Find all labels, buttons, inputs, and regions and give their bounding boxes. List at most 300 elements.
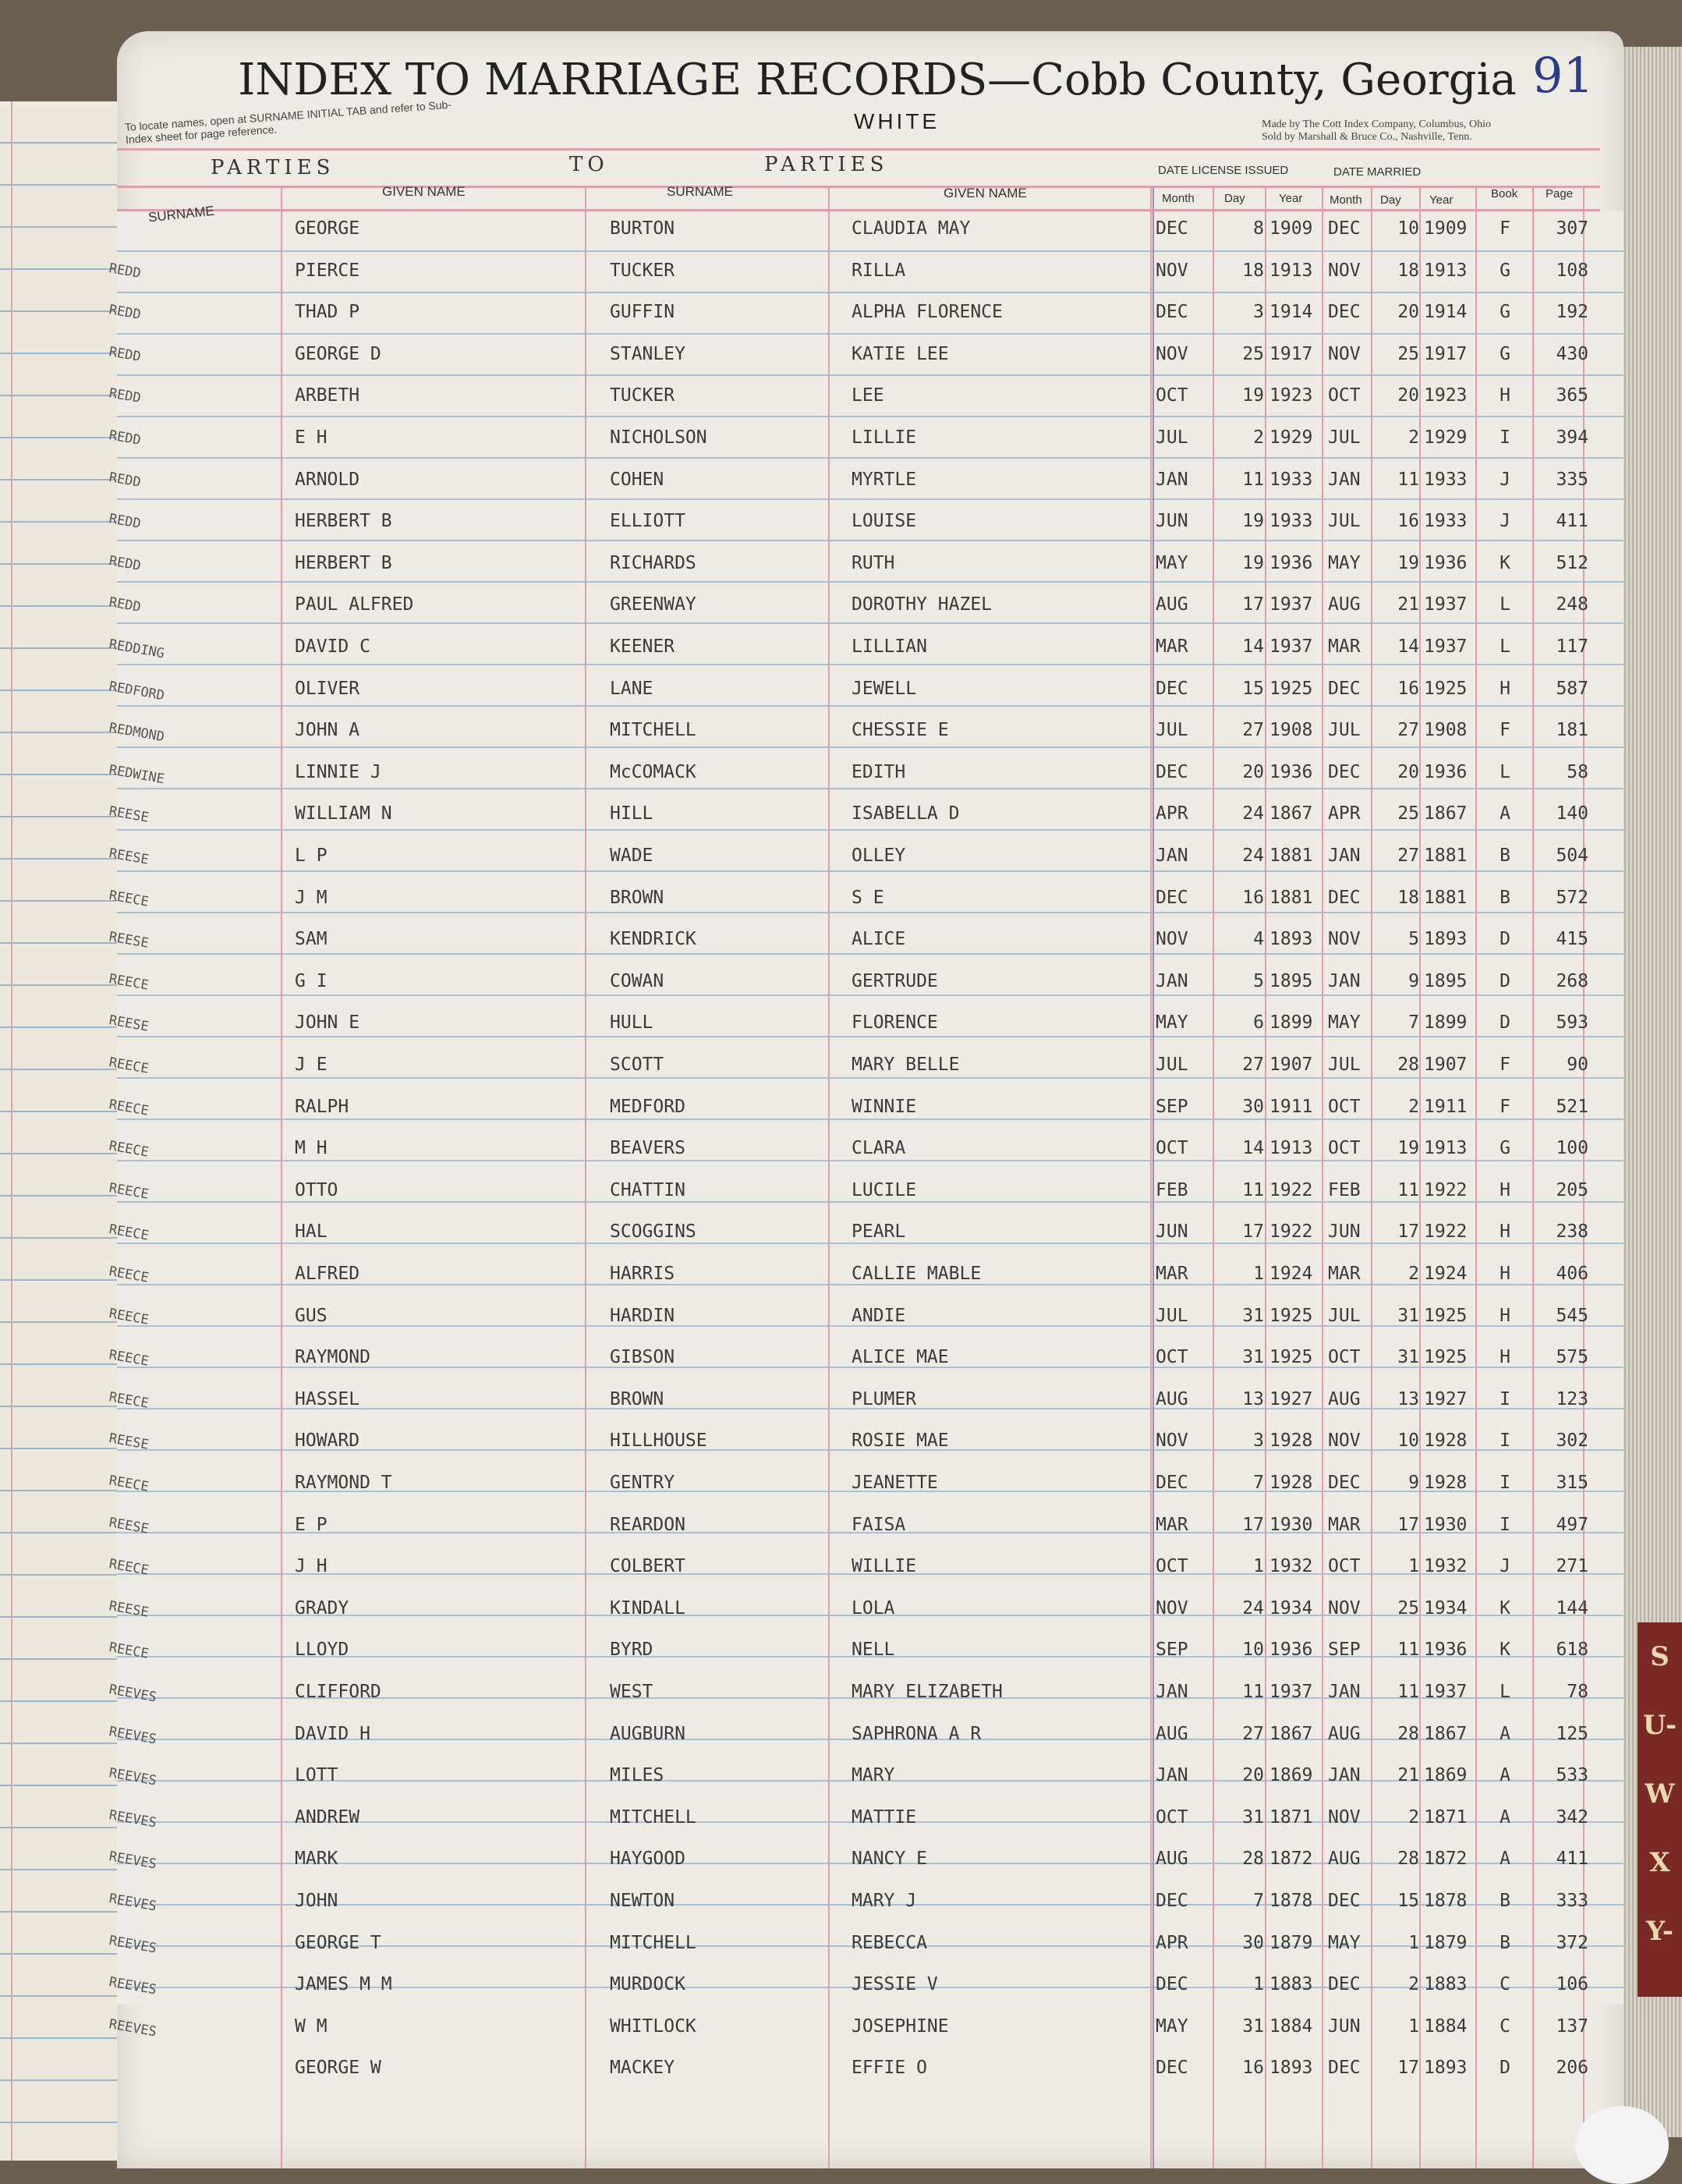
surname-cell: REDDING: [108, 636, 166, 662]
married-year-cell: 1934: [1424, 1597, 1468, 1618]
married-day-cell: 17: [1397, 2058, 1419, 2079]
record-row: [108, 630, 1622, 671]
married-month-cell: JAN: [1328, 469, 1361, 490]
married-day-cell: 19: [1397, 552, 1419, 573]
license-month-cell: JAN: [1156, 970, 1188, 991]
married-year-cell: 1871: [1424, 1806, 1468, 1828]
spouse-surname-cell: MITCHELL: [610, 1806, 696, 1828]
married-day-cell: 27: [1397, 720, 1419, 741]
given-name-cell: E H: [295, 427, 328, 448]
license-month-cell: OCT: [1156, 1347, 1188, 1368]
surname-cell: REESE: [108, 803, 150, 827]
record-row: [108, 588, 1622, 629]
license-day-cell: 7: [1253, 1891, 1264, 1911]
married-month-cell: DEC: [1328, 678, 1361, 699]
married-year-cell: 1927: [1424, 1388, 1468, 1409]
license-year-cell: 1927: [1269, 1388, 1313, 1409]
married-month-cell: DEC: [1328, 302, 1361, 323]
married-year-cell: 1925: [1424, 1347, 1468, 1368]
surname-cell: REECE: [108, 1221, 150, 1245]
married-month-cell: AUG: [1328, 594, 1361, 615]
license-day-cell: 3: [1253, 1431, 1264, 1452]
married-day-cell: 2: [1408, 1264, 1419, 1284]
surname-cell: REDFORD: [108, 678, 166, 704]
spouse-surname-cell: HAYGOOD: [610, 1849, 685, 1870]
record-row: [108, 1550, 1622, 1590]
surname-cell: REECE: [108, 1096, 150, 1119]
license-year-cell: 1872: [1269, 1849, 1313, 1870]
license-month-cell: APR: [1156, 1932, 1188, 1953]
spouse-surname-cell: ELLIOTT: [610, 511, 685, 532]
married-month-cell: JUL: [1328, 1305, 1361, 1326]
record-row: [108, 1718, 1622, 1758]
license-day-cell: 31: [1242, 1806, 1264, 1828]
license-month-cell: NOV: [1156, 1431, 1188, 1452]
surname-cell: REDD: [108, 594, 143, 616]
book-cell: L: [1500, 1682, 1510, 1702]
license-day-cell: 15: [1242, 678, 1264, 699]
license-month-cell: DEC: [1156, 2058, 1188, 2079]
book-cell: A: [1500, 1765, 1510, 1786]
license-day-cell: 17: [1242, 1514, 1264, 1535]
license-year-cell: 1878: [1269, 1891, 1313, 1911]
page-cell: 90: [1567, 1055, 1588, 1075]
surname-cell: REECE: [108, 1473, 150, 1495]
surname-cell: REEVES: [108, 1806, 158, 1831]
book-cell: L: [1500, 636, 1510, 657]
married-month-cell: MAY: [1328, 1932, 1361, 1953]
license-year-cell: 1879: [1269, 1932, 1313, 1953]
married-day-cell: 10: [1397, 1431, 1419, 1452]
spouse-given-name-cell: JOSEPHINE: [852, 2016, 949, 2037]
married-month-cell: NOV: [1328, 1597, 1361, 1618]
page-cell: 533: [1556, 1765, 1588, 1786]
spouse-given-name-cell: JESSIE V: [852, 1974, 938, 1995]
married-month-cell: DEC: [1328, 887, 1361, 908]
married-year-cell: 1936: [1424, 761, 1468, 782]
given-name-cell: SAM: [295, 929, 328, 950]
record-row: [108, 839, 1622, 880]
book-cell: J: [1500, 511, 1510, 532]
married-year-cell: 1933: [1424, 469, 1468, 490]
license-year-heading: Year: [1279, 192, 1303, 205]
married-month-cell: NOV: [1328, 1806, 1361, 1828]
book-cell: I: [1500, 1514, 1510, 1535]
spouse-given-name-cell: ROSIE MAE: [852, 1431, 949, 1452]
spouse-given-name-cell: NANCY E: [852, 1849, 927, 1870]
page-cell: 137: [1556, 2016, 1588, 2037]
spouse-surname-cell: COLBERT: [610, 1556, 685, 1577]
married-day-cell: 20: [1397, 302, 1419, 323]
given-name-cell: PAUL ALFRED: [295, 594, 414, 615]
license-day-cell: 1: [1253, 1974, 1264, 1995]
license-year-cell: 1937: [1269, 636, 1313, 657]
married-day-cell: 16: [1397, 511, 1419, 532]
married-day-cell: 28: [1397, 1849, 1419, 1870]
license-day-cell: 27: [1242, 1055, 1264, 1075]
given-name-cell: THAD P: [295, 302, 360, 323]
license-year-cell: 1909: [1269, 218, 1313, 239]
married-day-cell: 15: [1397, 1891, 1419, 1911]
page-title: INDEX TO MARRIAGE RECORDS—Cobb County, Georgia: [238, 55, 1517, 105]
page-cell: 411: [1556, 1849, 1588, 1870]
license-year-cell: 1932: [1269, 1556, 1313, 1577]
header-rule: [117, 209, 1600, 211]
given-name-cell: ARNOLD: [295, 469, 360, 490]
surname-cell: REESE: [108, 846, 150, 868]
married-day-cell: 21: [1397, 1765, 1419, 1786]
spine-letter: W: [1645, 1778, 1675, 1810]
married-month-cell: JAN: [1328, 1765, 1361, 1786]
license-month-cell: JUL: [1156, 427, 1188, 448]
license-year-cell: 1925: [1269, 1305, 1313, 1326]
spouse-given-name-cell: RUTH: [852, 552, 895, 573]
spouse-given-name-cell: EFFIE O: [852, 2058, 927, 2079]
license-day-cell: 28: [1242, 1849, 1264, 1870]
license-year-cell: 1937: [1269, 594, 1313, 615]
surname-cell: REECE: [108, 1305, 150, 1328]
married-day-cell: 11: [1397, 1682, 1419, 1702]
married-day-cell: 11: [1397, 469, 1419, 490]
married-year-cell: 1932: [1424, 1556, 1468, 1577]
record-row: [108, 797, 1622, 838]
given-name-cell: WILLIAM N: [295, 803, 392, 824]
record-row: [108, 1090, 1622, 1131]
married-day-cell: 5: [1408, 929, 1419, 950]
book-cell: I: [1500, 427, 1510, 448]
license-day-cell: 20: [1242, 761, 1264, 782]
surname-cell: REDMOND: [108, 720, 166, 746]
date-license-heading: DATE LICENSE ISSUED: [1158, 164, 1289, 177]
page-cell: 108: [1556, 260, 1588, 281]
surname-cell: REEVES: [108, 1932, 158, 1957]
married-day-cell: 17: [1397, 1221, 1419, 1243]
spouse-given-name-cell: PLUMER: [852, 1388, 917, 1409]
book-cell: H: [1500, 385, 1510, 406]
given-name-cell: PIERCE: [295, 260, 360, 281]
book-cell: H: [1500, 1305, 1510, 1326]
page-cell: 618: [1556, 1640, 1588, 1661]
license-month-cell: NOV: [1156, 260, 1188, 281]
parties-right-heading: PARTIES: [764, 153, 889, 176]
spouse-given-name-cell: GERTRUDE: [852, 970, 938, 991]
surname-cell: REESE: [108, 1514, 150, 1537]
spouse-given-name-cell: ISABELLA D: [852, 803, 960, 824]
book-cell: C: [1500, 1974, 1510, 1995]
spouse-surname-cell: HARRIS: [610, 1264, 675, 1284]
spouse-surname-cell: REARDON: [610, 1514, 685, 1535]
page-cell: 415: [1556, 929, 1588, 950]
license-day-cell: 5: [1253, 970, 1264, 991]
spouse-given-name-cell: OLLEY: [852, 846, 906, 866]
license-month-cell: AUG: [1156, 1849, 1188, 1870]
license-day-cell: 17: [1242, 1221, 1264, 1243]
page-cell: 271: [1556, 1556, 1588, 1577]
record-row: [108, 547, 1622, 587]
married-year-cell: 1913: [1424, 260, 1468, 281]
given-name-cell: GEORGE D: [295, 343, 381, 364]
license-month-cell: AUG: [1156, 1723, 1188, 1744]
license-year-cell: 1922: [1269, 1179, 1313, 1200]
married-month-cell: JUL: [1328, 511, 1361, 532]
married-year-cell: 1869: [1424, 1765, 1468, 1786]
married-month-cell: NOV: [1328, 343, 1361, 364]
license-year-cell: 1893: [1269, 2058, 1313, 2079]
spouse-surname-cell: BYRD: [610, 1640, 653, 1661]
married-day-cell: 2: [1408, 427, 1419, 448]
married-month-heading: Month: [1330, 193, 1362, 207]
spouse-surname-cell: COWAN: [610, 970, 664, 991]
married-year-cell: 1925: [1424, 678, 1468, 699]
married-month-cell: OCT: [1328, 1138, 1361, 1159]
spouse-given-name-cell: S E: [852, 887, 884, 908]
married-month-cell: OCT: [1328, 1096, 1361, 1117]
spouse-surname-cell: MURDOCK: [610, 1974, 685, 1995]
license-day-cell: 27: [1242, 720, 1264, 741]
spouse-given-name-cell: JEANETTE: [852, 1473, 938, 1493]
record-row: [108, 1424, 1622, 1465]
record-row: [108, 1341, 1622, 1381]
page-cell: 406: [1556, 1264, 1588, 1284]
license-year-cell: 1928: [1269, 1473, 1313, 1493]
spouse-surname-cell: McCOMACK: [610, 761, 696, 782]
surname-cell: REECE: [108, 1138, 150, 1161]
married-month-cell: NOV: [1328, 929, 1361, 950]
married-year-cell: 1884: [1424, 2016, 1468, 2037]
spouse-surname-cell: HULL: [610, 1012, 653, 1034]
spouse-given-name-cell: ALICE: [852, 929, 906, 950]
married-year-cell: 1937: [1424, 1682, 1468, 1702]
married-year-cell: 1917: [1424, 343, 1468, 364]
married-day-cell: 1: [1408, 1932, 1419, 1953]
married-month-cell: DEC: [1328, 1974, 1361, 1995]
spouse-surname-cell: WADE: [610, 846, 653, 866]
license-day-cell: 11: [1242, 1179, 1264, 1200]
record-row: [108, 1215, 1622, 1256]
book-cell: F: [1500, 1055, 1510, 1075]
surname-cell: REECE: [108, 1347, 150, 1370]
spouse-given-name-cell: LEE: [852, 385, 884, 406]
married-year-cell: 1933: [1424, 511, 1468, 532]
married-year-cell: 1911: [1424, 1096, 1468, 1117]
married-year-cell: 1928: [1424, 1473, 1468, 1493]
spouse-surname-cell: STANLEY: [610, 343, 685, 364]
record-row: [108, 1174, 1622, 1214]
book-cell: L: [1500, 594, 1510, 615]
surname-cell: REECE: [108, 1264, 150, 1286]
spouse-surname-cell: COHEN: [610, 469, 664, 490]
spouse-surname-cell: BROWN: [610, 887, 664, 908]
book-cell: G: [1500, 343, 1510, 364]
married-year-cell: 1881: [1424, 846, 1468, 866]
married-month-cell: AUG: [1328, 1388, 1361, 1409]
surname-cell: REEVES: [108, 1891, 158, 1915]
surname-cell: REESE: [108, 929, 150, 952]
license-year-cell: 1929: [1269, 427, 1313, 448]
married-month-cell: MAY: [1328, 1012, 1361, 1034]
license-month-cell: OCT: [1156, 1806, 1188, 1828]
given-name-cell: HAL: [295, 1221, 328, 1243]
married-day-cell: 28: [1397, 1055, 1419, 1075]
page-cell: 333: [1556, 1891, 1588, 1911]
record-row: [108, 672, 1622, 713]
spouse-given-name-cell: WINNIE: [852, 1096, 917, 1117]
book-cell: F: [1500, 1096, 1510, 1117]
license-day-heading: Day: [1224, 192, 1245, 205]
license-year-cell: 1899: [1269, 1012, 1313, 1034]
spouse-given-name-cell: RILLA: [852, 260, 906, 281]
record-row: [108, 714, 1622, 754]
spouse-surname-cell: SCOGGINS: [610, 1221, 696, 1243]
book-cell: B: [1500, 1891, 1510, 1911]
license-day-cell: 24: [1242, 803, 1264, 824]
license-year-cell: 1913: [1269, 1138, 1313, 1159]
married-month-cell: MAY: [1328, 552, 1361, 573]
married-year-cell: 1929: [1424, 427, 1468, 448]
married-year-cell: 1878: [1424, 1891, 1468, 1911]
given-name-cell: HASSEL: [295, 1388, 360, 1409]
spouse-surname-cell: NICHOLSON: [610, 427, 707, 448]
spouse-surname-cell: MEDFORD: [610, 1096, 685, 1117]
spouse-surname-cell: BROWN: [610, 1388, 664, 1409]
spouse-given-name-cell: CLAUDIA MAY: [852, 218, 971, 239]
license-month-cell: OCT: [1156, 385, 1188, 406]
book-cell: A: [1500, 1849, 1510, 1870]
license-month-cell: JUL: [1156, 1055, 1188, 1075]
page-cell: 342: [1556, 1806, 1588, 1828]
married-day-cell: 11: [1397, 1640, 1419, 1661]
license-month-cell: DEC: [1156, 1891, 1188, 1911]
license-month-cell: JAN: [1156, 846, 1188, 866]
married-year-cell: 1914: [1424, 302, 1468, 323]
license-day-cell: 4: [1253, 929, 1264, 950]
license-day-cell: 20: [1242, 1765, 1264, 1786]
married-year-cell: 1937: [1424, 594, 1468, 615]
license-day-cell: 13: [1242, 1388, 1264, 1409]
spouse-surname-cell: GREENWAY: [610, 594, 696, 615]
married-year-cell: 1922: [1424, 1179, 1468, 1200]
book-cell: H: [1500, 1221, 1510, 1243]
license-day-cell: 10: [1242, 1640, 1264, 1661]
license-year-cell: 1925: [1269, 678, 1313, 699]
record-row: [108, 1842, 1622, 1883]
page-number: 91: [1532, 47, 1594, 104]
surname-cell: REEVES: [108, 2016, 158, 2040]
record-row: [117, 2051, 1622, 2092]
page-cell: 144: [1556, 1597, 1588, 1618]
married-month-cell: JAN: [1328, 846, 1361, 866]
married-month-cell: AUG: [1328, 1849, 1361, 1870]
license-month-cell: DEC: [1156, 302, 1188, 323]
surname-cell: REDD: [108, 260, 143, 282]
given-name-cell: GEORGE T: [295, 1932, 381, 1953]
spouse-surname-cell: MILES: [610, 1765, 664, 1786]
license-year-cell: 1925: [1269, 1347, 1313, 1368]
married-year-cell: 1893: [1424, 2058, 1468, 2079]
spouse-given-name-cell: MATTIE: [852, 1806, 917, 1828]
surname-cell: REEVES: [108, 1765, 158, 1789]
married-year-cell: 1879: [1424, 1932, 1468, 1953]
page-cell: 100: [1556, 1138, 1588, 1159]
married-month-cell: SEP: [1328, 1640, 1361, 1661]
page-cell: 307: [1556, 218, 1588, 239]
record-row: [117, 212, 1622, 253]
married-day-cell: 1: [1408, 2016, 1419, 2037]
given-name-cell: GRADY: [295, 1597, 349, 1618]
married-day-cell: 25: [1397, 343, 1419, 364]
license-year-cell: 1922: [1269, 1221, 1313, 1243]
license-year-cell: 1895: [1269, 970, 1313, 991]
married-day-cell: 18: [1397, 887, 1419, 908]
married-month-cell: DEC: [1328, 761, 1361, 782]
spouse-surname-cell: NEWTON: [610, 1891, 675, 1911]
given-name-cell: CLIFFORD: [295, 1682, 381, 1702]
page-cell: 315: [1556, 1473, 1588, 1493]
married-day-cell: 9: [1408, 970, 1419, 991]
license-day-cell: 19: [1242, 385, 1264, 406]
parties-left-heading: PARTIES: [211, 156, 335, 179]
married-year-cell: 1925: [1424, 1305, 1468, 1326]
married-year-cell: 1922: [1424, 1221, 1468, 1243]
spouse-given-name-cell: ANDIE: [852, 1305, 906, 1326]
spouse-surname-cell: WHITLOCK: [610, 2016, 696, 2037]
spouse-given-name-cell: LUCILE: [852, 1179, 917, 1200]
married-day-cell: 1: [1408, 1556, 1419, 1577]
page-cell: 140: [1556, 803, 1588, 824]
given-name-cell: J E: [295, 1055, 328, 1075]
book-cell: J: [1500, 1556, 1510, 1577]
book-cell: I: [1500, 1431, 1510, 1452]
record-row: [108, 1592, 1622, 1633]
book-heading: Book: [1491, 187, 1518, 200]
married-year-cell: 1881: [1424, 887, 1468, 908]
license-month-cell: DEC: [1156, 1974, 1188, 1995]
license-month-cell: DEC: [1156, 761, 1188, 782]
license-month-cell: MAY: [1156, 1012, 1188, 1034]
spouse-surname-cell: BURTON: [610, 218, 675, 239]
given-name-cell: J H: [295, 1556, 328, 1577]
married-month-cell: JUL: [1328, 427, 1361, 448]
record-row: [108, 881, 1622, 922]
married-day-cell: 28: [1397, 1723, 1419, 1744]
record-row: [108, 338, 1622, 378]
license-month-cell: SEP: [1156, 1640, 1188, 1661]
married-month-cell: DEC: [1328, 1891, 1361, 1911]
spine-letter: S: [1650, 1641, 1670, 1672]
married-month-cell: MAR: [1328, 636, 1361, 657]
license-year-cell: 1930: [1269, 1514, 1313, 1535]
given-name-cell: W M: [295, 2016, 328, 2037]
record-row: [108, 756, 1622, 796]
book-cell: I: [1500, 1473, 1510, 1493]
license-day-cell: 11: [1242, 1682, 1264, 1702]
surname2-heading: SURNAME: [667, 184, 734, 199]
spouse-given-name-cell: LILLIAN: [852, 636, 927, 657]
given-name-cell: DAVID H: [295, 1723, 370, 1744]
page-cell: 206: [1556, 2058, 1588, 2079]
record-row: [108, 1759, 1622, 1799]
record-row: [108, 923, 1622, 963]
surname-cell: REESE: [108, 1597, 150, 1621]
spouse-surname-cell: MITCHELL: [610, 720, 696, 741]
record-row: [108, 1675, 1622, 1716]
spouse-surname-cell: HILL: [610, 803, 653, 824]
spouse-given-name-cell: JEWELL: [852, 678, 917, 699]
record-row: [108, 1968, 1622, 2008]
given-name-cell: ARBETH: [295, 385, 360, 406]
married-year-cell: 1923: [1424, 385, 1468, 406]
page-cell: 181: [1556, 720, 1588, 741]
